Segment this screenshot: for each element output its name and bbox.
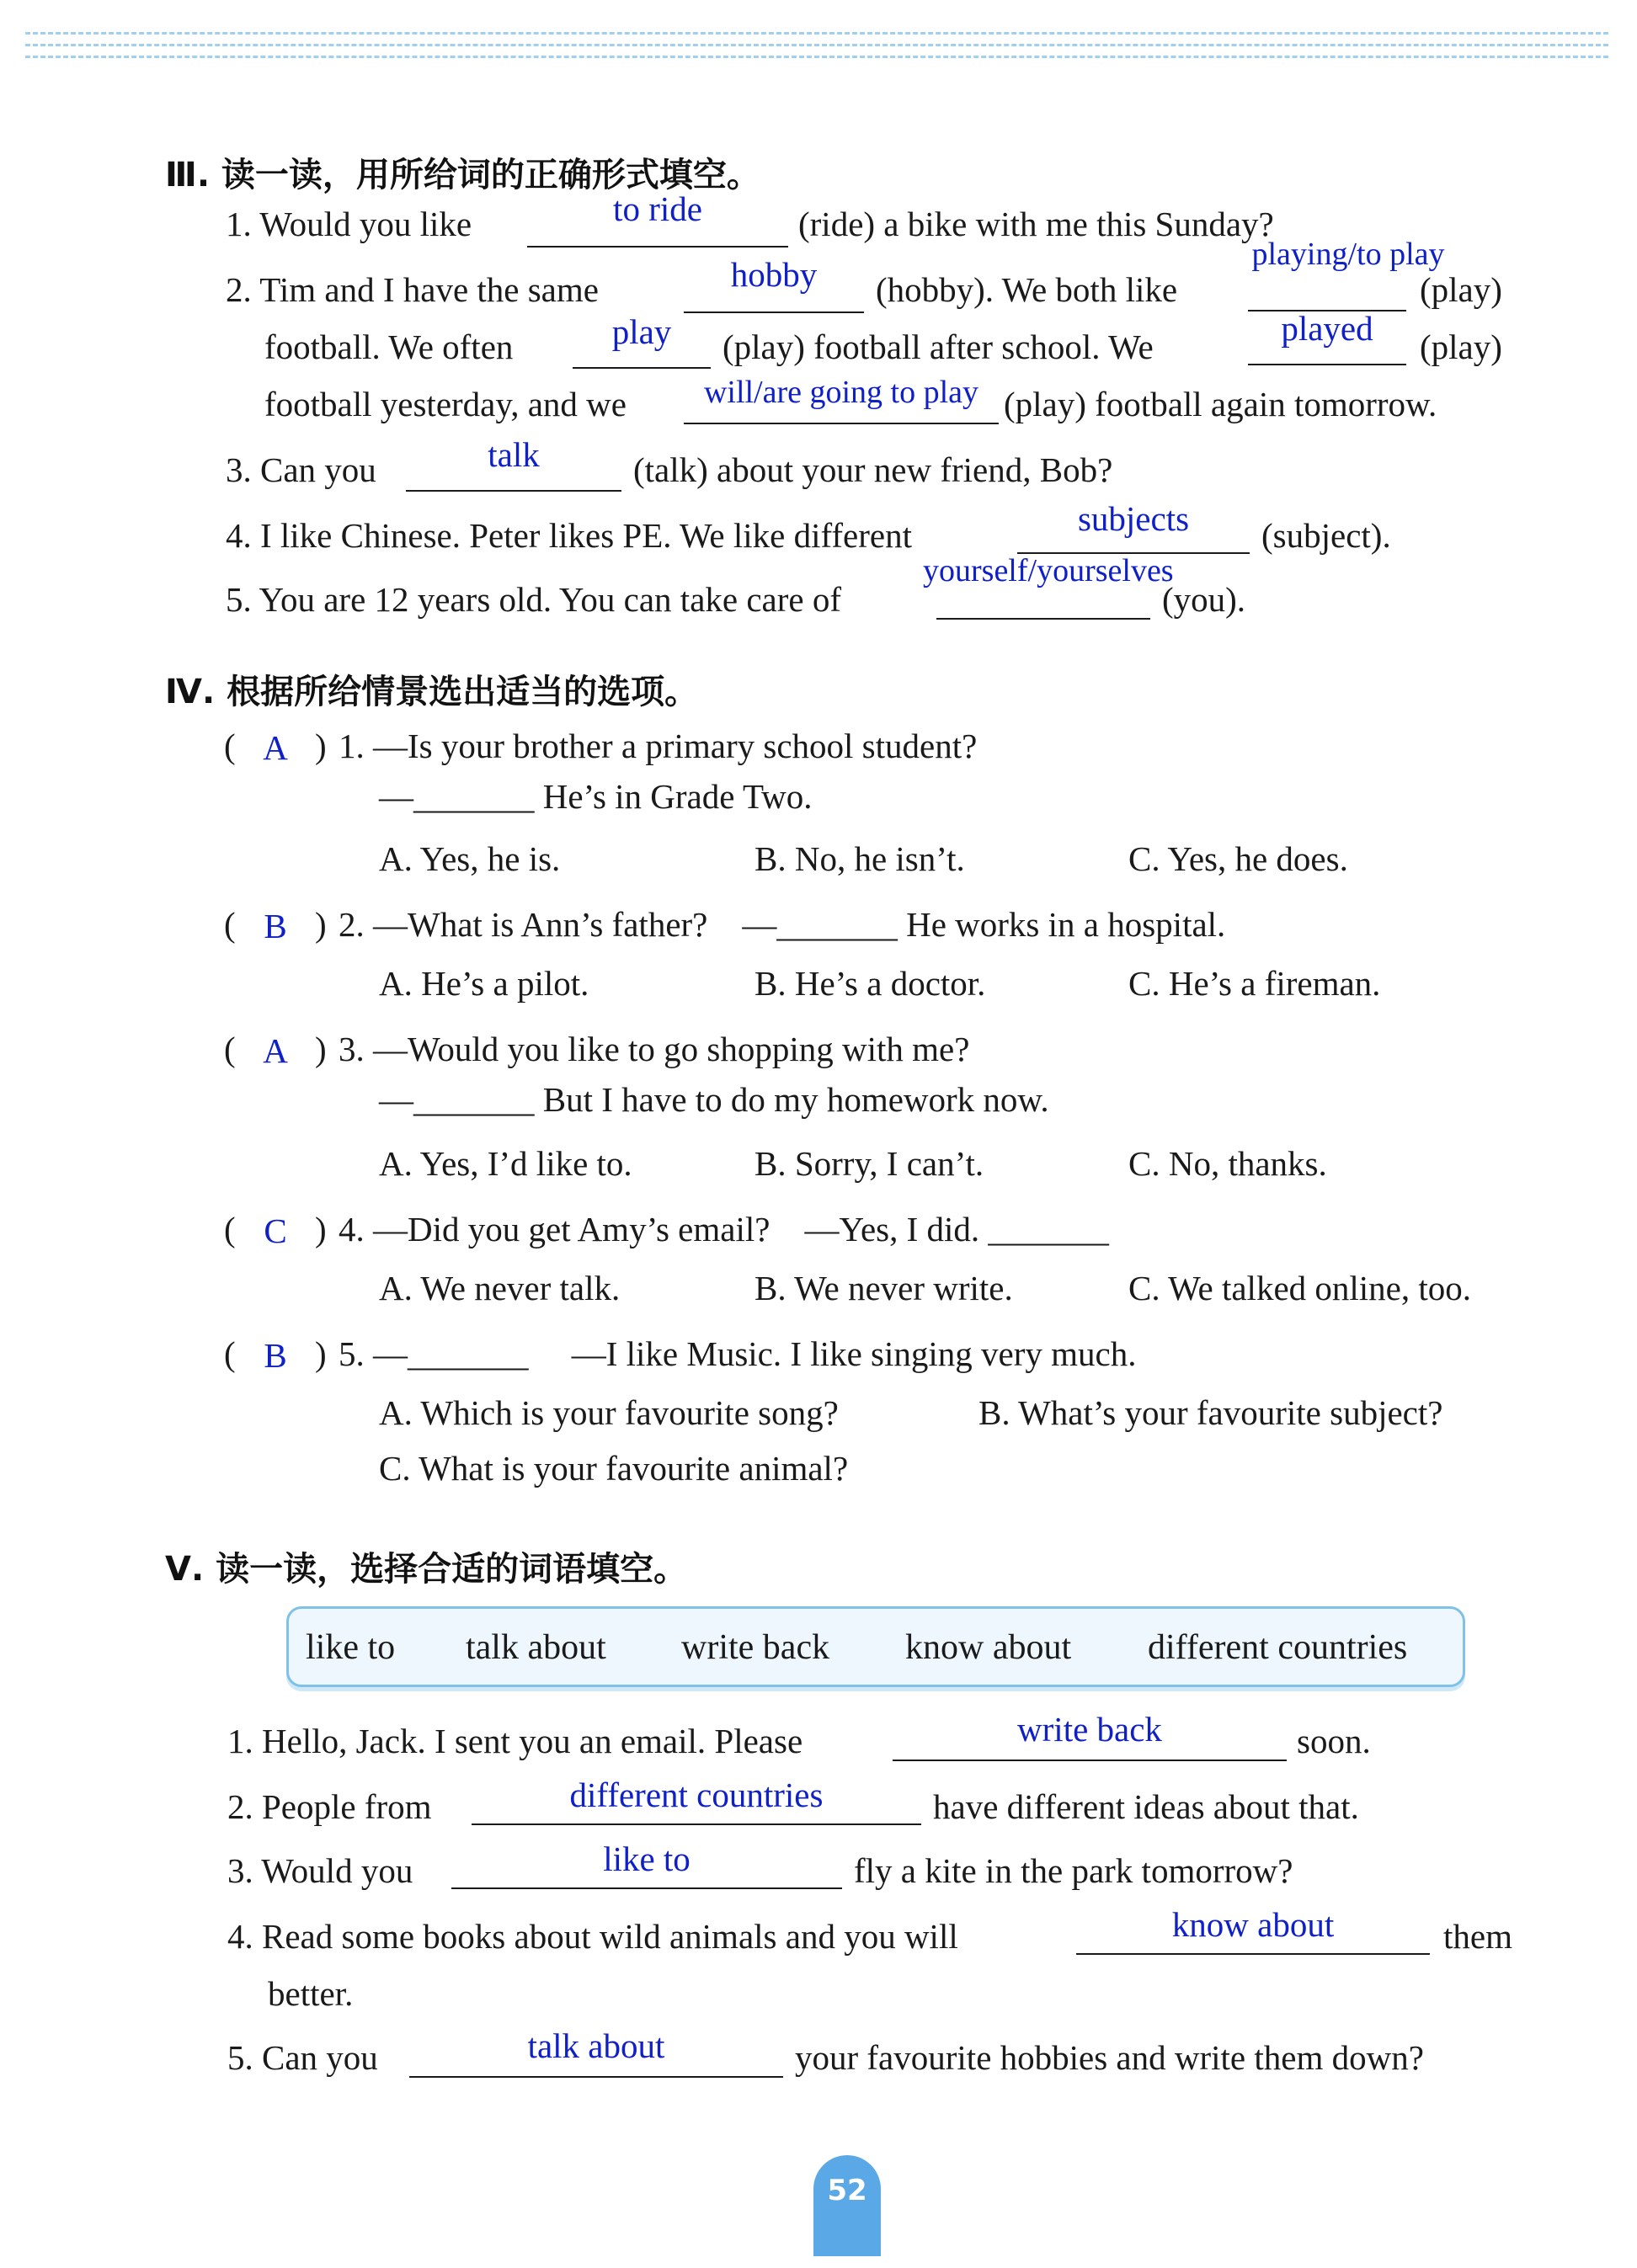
s5-q5-blank	[409, 2076, 783, 2078]
s3-q1-text-b: (ride) a bike with me this Sunday?	[798, 205, 1274, 243]
section5-title: Ⅴ. 读一读，选择合适的词语填空。	[165, 1550, 688, 1589]
top-dashed-border	[25, 44, 1608, 46]
s4-q3-paren-close: )	[315, 1030, 327, 1068]
s5-q2-answer: different countries	[569, 1776, 824, 1814]
s4-q5-option-c: C. What is your favourite animal?	[379, 1449, 849, 1488]
s4-q4-paren-close: )	[315, 1210, 327, 1248]
s4-q2-option-c: C. He’s a fireman.	[1128, 964, 1381, 1003]
s4-q5-option-a: A. Which is your favourite song?	[379, 1393, 839, 1432]
word-bank-box	[286, 1606, 1465, 1687]
s3-q4-text-b: (subject).	[1261, 516, 1391, 555]
s5-q4-answer: know about	[1171, 1905, 1335, 1944]
s5-q5-answer: talk about	[527, 2026, 665, 2065]
word-bank-item: like to	[306, 1628, 396, 1667]
s4-q4-option-b: B. We never write.	[755, 1269, 1013, 1307]
s4-q1-question: 1. —Is your brother a primary school student?	[339, 727, 978, 765]
s5-q3-answer: like to	[603, 1839, 691, 1878]
s5-q4-text-a: 4. Read some books about wild animals and you will	[227, 1917, 958, 1956]
s4-q3-option-b: B. Sorry, I can’t.	[755, 1144, 984, 1183]
s5-q2-text-a: 2. People from	[227, 1787, 432, 1826]
s3-q1-text-a: 1. Would you like	[226, 205, 472, 243]
s4-q1-reply: —_______ He’s in Grade Two.	[379, 777, 813, 816]
s3-q2-text-h: (play) football again tomorrow.	[1004, 385, 1437, 423]
s3-q5-answer: yourself/yourselves	[923, 553, 1174, 588]
s3-q2-blank-5	[684, 423, 999, 424]
s5-q1-blank	[893, 1760, 1287, 1761]
word-bank-item: know about	[905, 1628, 1072, 1667]
page-number: 52	[813, 2155, 881, 2256]
s5-q1-text-b: soon.	[1297, 1722, 1371, 1760]
top-dashed-border	[25, 56, 1608, 58]
s5-q3-text-a: 3. Would you	[227, 1851, 413, 1890]
section3-title: Ⅲ. 读一读，用所给词的正确形式填空。	[165, 156, 760, 194]
s5-q3-blank	[451, 1887, 842, 1889]
s3-q5-blank	[936, 618, 1150, 620]
s3-q1-answer: to ride	[613, 189, 702, 228]
section4-title: Ⅳ. 根据所给情景选出适当的选项。	[165, 673, 699, 711]
word-bank-item: write back	[681, 1628, 830, 1667]
s4-q1-option-c: C. Yes, he does.	[1128, 839, 1348, 878]
s5-q4-text-b: them	[1443, 1917, 1512, 1956]
s4-q2-option-b: B. He’s a doctor.	[755, 964, 986, 1003]
s3-q2-answer-3: play	[611, 312, 672, 351]
s4-q4-option-a: A. We never talk.	[379, 1269, 621, 1307]
s3-q2-text-c: (play)	[1420, 270, 1502, 309]
s4-q1-option-a: A. Yes, he is.	[379, 839, 561, 878]
s3-q2-text-e: (play) football after school. We	[723, 327, 1154, 366]
s4-q4-question: 4. —Did you get Amy’s email? —Yes, I did. _______	[339, 1210, 1109, 1248]
s4-q3-option-a: A. Yes, I’d like to.	[379, 1144, 632, 1183]
s4-q4-option-c: C. We talked online, too.	[1128, 1269, 1472, 1307]
s4-q3-answer: A	[263, 1031, 288, 1070]
s3-q4-text-a: 4. I like Chinese. Peter likes PE. We like different	[226, 516, 912, 555]
s4-q2-paren-open: (	[224, 905, 236, 944]
s3-q2-answer-1: hobby	[730, 255, 818, 294]
s3-q2-text-a: 2. Tim and I have the same	[226, 270, 599, 309]
s4-q1-paren-open: (	[224, 727, 236, 765]
s5-q2-text-b: have different ideas about that.	[933, 1787, 1359, 1826]
s3-q2-text-d: football. We often	[264, 327, 514, 366]
s4-q3-reply: —_______ But I have to do my homework now.	[379, 1080, 1049, 1119]
s5-q4-blank	[1076, 1953, 1430, 1955]
s3-q5-text-a: 5. You are 12 years old. You can take care of	[226, 580, 841, 619]
s4-q5-paren-close: )	[315, 1334, 327, 1373]
word-bank-item: different countries	[1148, 1628, 1408, 1667]
s3-q1-blank	[527, 246, 788, 248]
s3-q2-blank-3	[573, 367, 711, 369]
s4-q3-question: 3. —Would you like to go shopping with me?	[339, 1030, 970, 1068]
s3-q3-blank	[406, 490, 621, 492]
s5-q4-text-c: better.	[268, 1974, 354, 2013]
s3-q2-answer-4: played	[1281, 309, 1373, 348]
s3-q5-text-b: (you).	[1162, 580, 1246, 619]
s4-q2-paren-close: )	[315, 905, 327, 944]
top-dashed-border	[25, 32, 1608, 35]
s3-q2-blank-1	[684, 311, 864, 313]
s3-q4-answer: subjects	[1077, 499, 1190, 538]
s3-q2-text-b: (hobby). We both like	[876, 270, 1178, 309]
s4-q2-question: 2. —What is Ann’s father? —_______ He works in a hospital.	[339, 905, 1226, 944]
s3-q3-text-a: 3. Can you	[226, 450, 376, 489]
s4-q1-answer: A	[263, 728, 288, 767]
s4-q3-paren-open: (	[224, 1030, 236, 1068]
s5-q1-text-a: 1. Hello, Jack. I sent you an email. Please	[227, 1722, 803, 1760]
word-bank-item: talk about	[466, 1628, 606, 1667]
s5-q5-text-b: your favourite hobbies and write them down?	[795, 2038, 1424, 2077]
s4-q2-answer: B	[264, 907, 287, 945]
s4-q4-answer: C	[264, 1211, 287, 1250]
s5-q5-text-a: 5. Can you	[227, 2038, 378, 2077]
s3-q3-text-b: (talk) about your new friend, Bob?	[633, 450, 1113, 489]
s3-q2-answer-5: will/are going to play	[703, 375, 979, 410]
s4-q5-option-b: B. What’s your favourite subject?	[978, 1393, 1443, 1432]
s3-q2-text-f: (play)	[1420, 327, 1502, 366]
s3-q2-blank-4	[1248, 364, 1406, 365]
s4-q2-option-a: A. He’s a pilot.	[379, 964, 589, 1003]
s4-q3-option-c: C. No, thanks.	[1128, 1144, 1327, 1183]
s3-q3-answer: talk	[488, 435, 540, 474]
s5-q2-blank	[472, 1823, 921, 1825]
s3-q2-answer-2: playing/to play	[1251, 237, 1445, 272]
s4-q1-paren-close: )	[315, 727, 327, 765]
s5-q3-text-b: fly a kite in the park tomorrow?	[854, 1851, 1293, 1890]
s5-q1-answer: write back	[1017, 1710, 1162, 1749]
s4-q4-paren-open: (	[224, 1210, 236, 1248]
s4-q5-question: 5. —_______ —I like Music. I like singing very much.	[339, 1334, 1137, 1373]
s4-q1-option-b: B. No, he isn’t.	[755, 839, 965, 878]
s4-q5-paren-open: (	[224, 1334, 236, 1373]
s4-q5-answer: B	[264, 1336, 287, 1375]
s3-q2-text-g: football yesterday, and we	[264, 385, 627, 423]
